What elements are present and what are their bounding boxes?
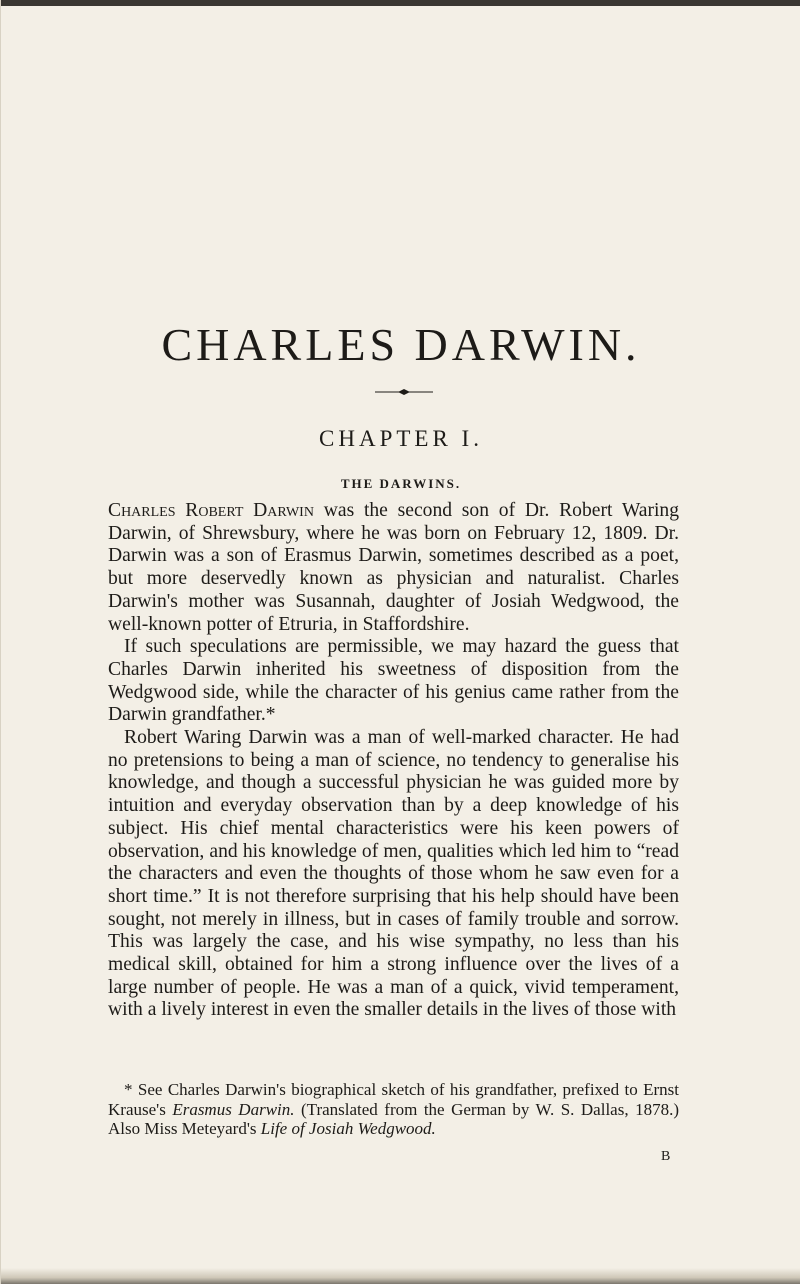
- footnote-title-erasmus: Erasmus Darwin.: [172, 1099, 295, 1119]
- footnote: [108, 1080, 679, 1139]
- ornament-rule-icon: [375, 388, 433, 396]
- chapter-heading: CHAPTER I.: [319, 426, 483, 451]
- bottom-page-edge: [1, 1268, 800, 1284]
- body-text: [108, 500, 679, 1022]
- footnote-marker: *: [124, 1080, 138, 1099]
- paragraph-3: Robert Waring Darwin was a man of well-marked character. He had no pretensions to being a man of science, no tendency to generalise his knowledge, and though a successful physician he was guided more by intuition and everyday observation than by a deep knowledge of his subject. His chief mental characteristics were his keen powers of observation, and his knowledge of men, qualities which led him to “read the characters and even the thoughts of those whom he saw even for a short time.” It is not therefore surprising that his help should have been sought, not merely in illness, but in cases of family trouble and sorrow. This was largely the case, and his wise sympathy, no less than his medical skill, obtained for him a strong influence over the lives of a large number of people. He was a man of a quick, vivid temperament, with a lively interest in even the smaller details in the lives of those with: [108, 727, 679, 1021]
- signature-mark: B: [661, 1149, 671, 1164]
- paragraph-lead-name: Charles Robert Darwin: [108, 500, 314, 521]
- footnote-text-before: See Charles Darwin's biographical sketch of his grandfather, prefixed to Ernst Krause's: [108, 1080, 679, 1119]
- section-heading: THE DARWINS.: [340, 476, 462, 491]
- footnote-title-wedgwood: Life of Josiah Wedgwood.: [260, 1119, 436, 1138]
- footnote-text: [108, 1080, 679, 1139]
- paragraph-2: If such speculations are permissible, we may hazard the guess that Charles Darwin inherited his sweetness of disposition from the Wedgwood side, while the character of his genius came rather from the Darwin grandfather.*: [108, 636, 679, 726]
- footnote-text-middle: (Translated from the German by W. S. Dallas, 1878.) Also Miss Meteyard's: [108, 1099, 679, 1138]
- top-edge-rule: [1, 0, 800, 6]
- book-title: CHARLES DARWIN.: [161, 319, 641, 370]
- paragraph-1-text: was the second son of Dr. Robert Waring Darwin, of Shrewsbury, where he was born on February 12, 1809. Dr. Darwin was a son of Erasmus Darwin, sometimes described as a poet, but more deservedly known as physician and naturalist. Charles Darwin's mother was Susannah, daughter of Josiah Wedgwood, the well-known potter of Etruria, in Staffordshire.: [108, 500, 680, 635]
- paragraph-1: [108, 500, 679, 636]
